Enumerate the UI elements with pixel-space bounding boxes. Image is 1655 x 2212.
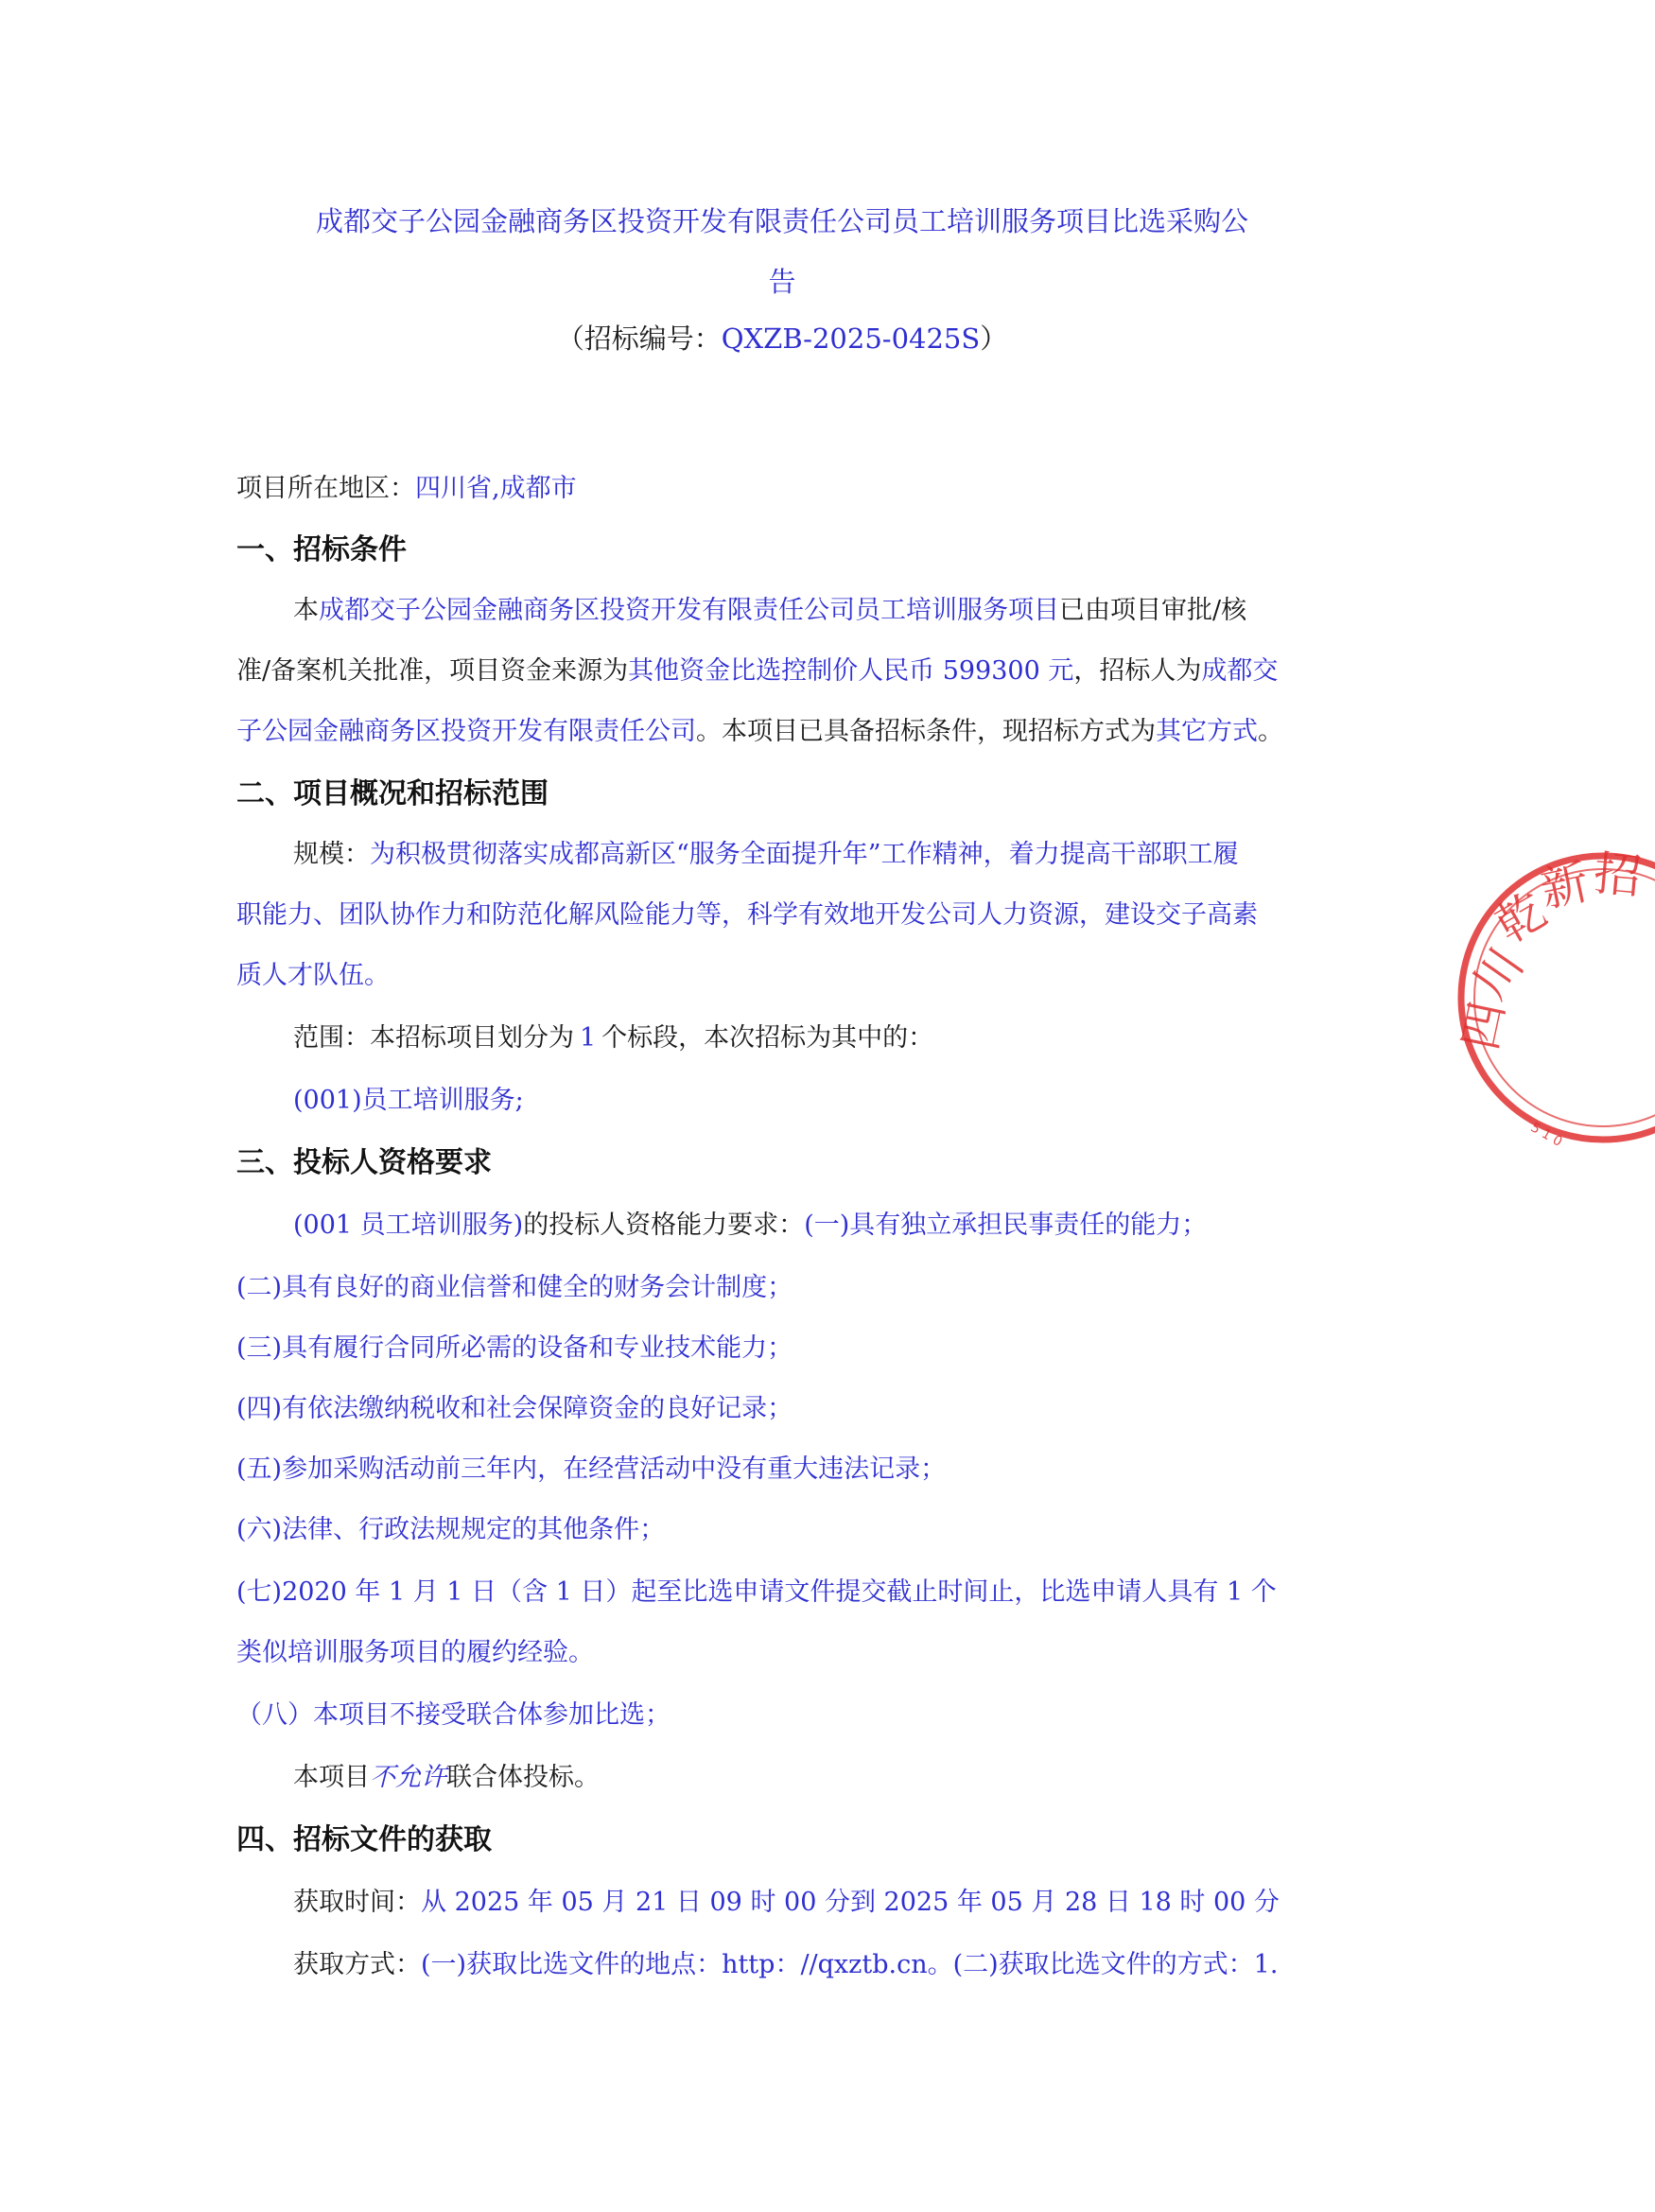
method-value: (一)获取比选文件的地点：http：//qxztb.cn。(二)获取比选文件的方式：1.	[421, 1950, 1279, 1979]
section-4-heading: 四、招标文件的获取	[236, 1823, 492, 1856]
s1-paragraph-line-1	[293, 581, 1246, 641]
time-value: 从 2025 年 05 月 21 日 09 时 00 分到 2025 年 05 月 28 日 18 时 00 分	[421, 1888, 1280, 1917]
tender-code-value: QXZB-2025-0425S	[721, 322, 981, 355]
location-value: 四川省,成都市	[415, 474, 577, 503]
svg-text:5 1 0: 5 1 0	[1527, 1120, 1565, 1150]
s2-lot-item: (001)员工培训服务;	[293, 1086, 524, 1115]
svg-text:乾: 乾	[1487, 882, 1556, 954]
svg-text:招: 招	[1591, 845, 1644, 905]
s3-qualification-3: (三)具有履行合同所必需的设备和专业技术能力；	[236, 1333, 793, 1363]
s4-method-line	[293, 1935, 1278, 1995]
document-title-line-2: 告	[768, 266, 796, 298]
s3-qualification-8: （八）本项目不接受联合体参加比选；	[236, 1700, 671, 1730]
text: 已由项目审批/核	[1059, 596, 1247, 625]
text: 。本项目已具备招标条件，现招标方式为	[696, 717, 1156, 746]
s2-range-line	[293, 1008, 933, 1069]
s2-scale-line-3: 质人才队伍。	[236, 961, 390, 990]
lot-name: (001 员工培训服务)	[293, 1211, 524, 1240]
text: 。	[1258, 717, 1283, 746]
s4-time-line	[293, 1872, 1280, 1933]
s3-qualification-4: (四)有依法缴纳税收和社会保障资金的良好记录；	[236, 1394, 793, 1423]
text: 联合体投标。	[446, 1763, 600, 1792]
tender-code-suffix: ）	[980, 322, 1008, 355]
method-label: 获取方式：	[293, 1950, 421, 1979]
fund-source: 其他资金比选控制价人民币 599300 元	[628, 656, 1074, 686]
s2-scale-line-1	[293, 825, 1239, 885]
company-seal-stamp	[1447, 832, 1655, 1173]
svg-text:四: 四	[1452, 997, 1516, 1055]
s3-qualification-7-line-1: (七)2020 年 1 月 1 日（含 1 日）起至比选申请文件提交截止时间止，比选申请人具有 1 个	[236, 1577, 1277, 1607]
document-title-line-1: 成都交子公园金融商务区投资开发有限责任公司员工培训服务项目比选采购公	[315, 205, 1248, 237]
s2-scale-line-2: 职能力、团队协作力和防范化解风险能力等，科学有效地开发公司人力资源，建设交子高素	[236, 900, 1258, 930]
svg-text:新: 新	[1535, 854, 1594, 918]
s3-qualification-5: (五)参加采购活动前三年内，在经营活动中没有重大违法记录；	[236, 1454, 947, 1484]
s1-paragraph-line-2	[236, 641, 1278, 702]
text: 本	[293, 596, 319, 625]
text: 个标段，本次招标为其中的：	[601, 1023, 934, 1053]
svg-text:川: 川	[1462, 938, 1535, 1009]
text: 的投标人资格能力要求：	[523, 1211, 805, 1240]
union-status: 不允许	[370, 1763, 446, 1792]
project-name: 成都交子公园金融商务区投资开发有限责任公司员工培训服务项目	[319, 596, 1059, 625]
s3-qualification-2: (二)具有良好的商业信誉和健全的财务会计制度；	[236, 1273, 793, 1302]
s3-qualification-6: (六)法律、行政法规规定的其他条件；	[236, 1515, 666, 1544]
text: ，招标人为	[1073, 656, 1202, 686]
scale-text: 为积极贯彻落实成都高新区“服务全面提升年”工作精神，着力提高干部职工履	[370, 840, 1239, 869]
section-1-heading: 一、招标条件	[236, 533, 407, 566]
tenderer-name-part: 子公园金融商务区投资开发有限责任公司	[236, 717, 696, 746]
s3-qualification-1	[293, 1195, 1207, 1256]
s3-qualification-7-line-2: 类似培训服务项目的履约经验。	[236, 1638, 594, 1667]
s1-paragraph-line-3	[236, 702, 1283, 762]
section-2-heading: 二、项目概况和招标范围	[236, 777, 549, 810]
project-location	[236, 459, 577, 519]
tender-method: 其它方式	[1156, 717, 1258, 746]
lot-count: 1	[580, 1023, 597, 1053]
s3-union-line	[293, 1748, 600, 1808]
time-label: 获取时间：	[293, 1888, 421, 1917]
requirement: (一)具有独立承担民事责任的能力；	[804, 1211, 1208, 1240]
scale-label: 规模：	[293, 840, 370, 869]
tenderer-name-part: 成都交	[1201, 656, 1279, 686]
section-3-heading: 三、投标人资格要求	[236, 1146, 492, 1179]
tender-code-prefix: （招标编号：	[556, 322, 722, 355]
location-label: 项目所在地区：	[236, 474, 415, 503]
tender-code	[0, 318, 1564, 357]
text: 准/备案机关批准，项目资金来源为	[236, 656, 629, 686]
text: 本项目	[293, 1763, 370, 1792]
text: 范围：本招标项目划分为	[293, 1023, 574, 1053]
